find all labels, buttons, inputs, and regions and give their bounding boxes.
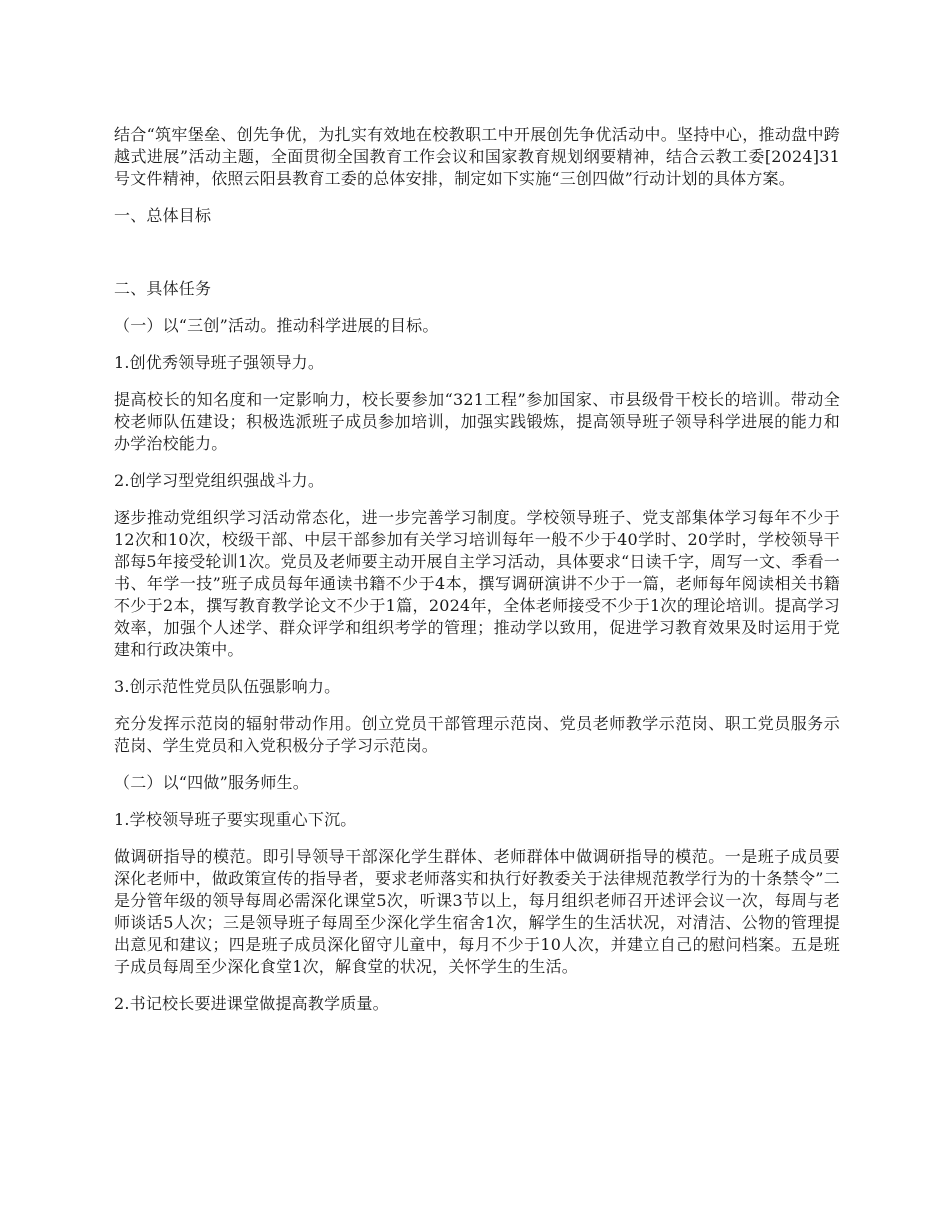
subsection-heading-three-create: （一）以“三创”活动。推动科学进展的目标。 [114, 316, 439, 335]
intro-paragraph: 结合“筑牢堡垒、创先争优，为扎实有效地在校教职工中开展创先争优活动中。坚持中心，推动盘中跨越式进展”活动主题，全面贯彻全国教育工作会议和国家教育规划纲要精神，结合云教工委[2024]31号文件精神，依照云阳县教育工委的总体安排，制定如下实施“三创四做”行动计划的具体方案。 [114, 125, 840, 188]
item-heading-leadership: 1.创优秀领导班子强领导力。 [114, 353, 325, 372]
item-heading-model-members: 3.创示范性党员队伍强影响力。 [114, 677, 341, 696]
subsection-heading-four-do: （二）以“四做”服务师生。 [114, 773, 309, 792]
item-paragraph-leadership-sink: 做调研指导的模范。即引导领导干部深化学生群体、老师群体中做调研指导的模范。一是班子成员要深化老师中，做政策宣传的指导者，要求老师落实和执行好教委关于法律规范教学行为的十条禁令”二是分管年级的领导每周必需深化课堂5次，听课3节以上，每月组织老师召开述评会议一次，每周与老师谈话5人次；三是领导班子每周至少深化学生宿舍1次，解学生的生活状况，对清洁、公物的管理提出意见和建议；四是班子成员深化留守儿童中，每月不少于10人次，并建立自己的慰问档案。五是班子成员每周至少深化食堂1次，解食堂的状况，关怀学生的生活。 [114, 847, 840, 976]
item-heading-principal-classroom: 2.书记校长要进课堂做提高教学质量。 [114, 994, 389, 1013]
item-paragraph-model-members: 充分发挥示范岗的辐射带动作用。创立党员干部管理示范岗、党员老师教学示范岗、职工党员服务示范岗、学生党员和入党积极分子学习示范岗。 [114, 714, 840, 755]
section-heading-specific-tasks: 二、具体任务 [114, 279, 212, 298]
item-heading-leadership-sink: 1.学校领导班子要实现重心下沉。 [114, 810, 357, 829]
item-paragraph-leadership: 提高校长的知名度和一定影响力，校长要参加“321工程”参加国家、市县级骨干校长的培训。带动全校老师队伍建设；积极选派班子成员参加培训，加强实践锻炼，提高领导班子领导科学进展的能力和办学治校能力。 [114, 390, 840, 453]
document-body [114, 124, 840, 1030]
section-heading-overall-goal: 一、总体目标 [114, 206, 212, 225]
item-paragraph-learning-party: 逐步推动党组织学习活动常态化，进一步完善学习制度。学校领导班子、党支部集体学习每年不少于12次和10次，校级干部、中层干部参加有关学习培训每年一般不少于40学时、20学时，学校领导干部每5年接受轮训1次。党员及老师要主动开展自主学习活动，具体要求“日读千字，周写一文、季看一书、年学一技”班子成员每年通读书籍不少于4本，撰写调研演讲不少于一篇，老师每年阅读相关书籍不少于2本，撰写教育教学论文不少于1篇，2024年，全体老师接受不少于1次的理论培训。提高学习效率，加强个人述学、群众评学和组织考学的管理；推动学以致用，促进学习教育效果及时运用于党建和行政决策中。 [114, 508, 840, 659]
item-heading-learning-party: 2.创学习型党组织强战斗力。 [114, 471, 325, 490]
